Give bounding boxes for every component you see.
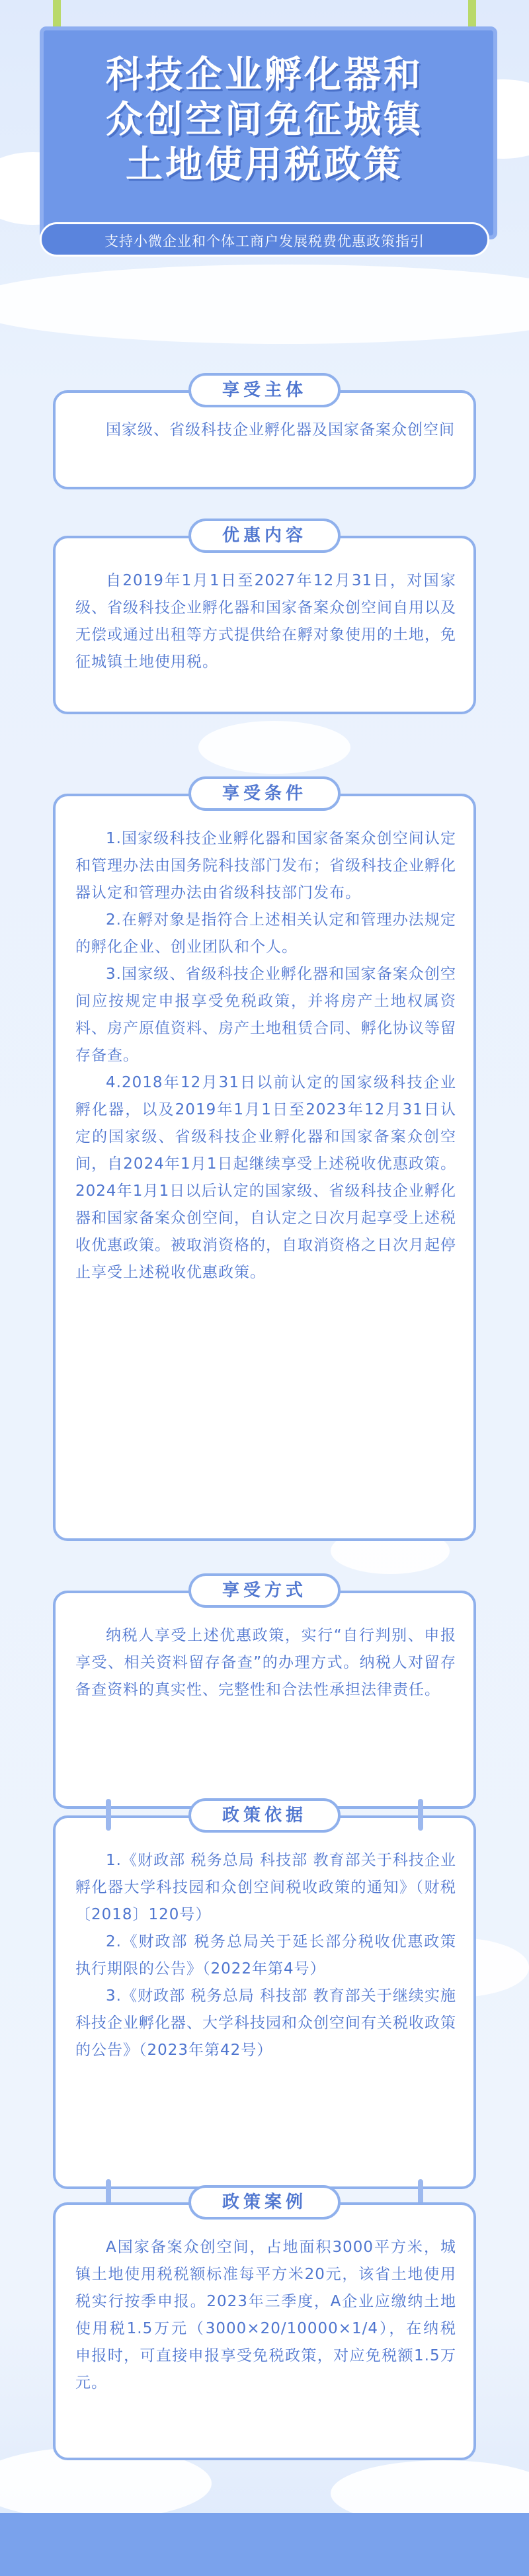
- section-paragraph: 1.《财政部 税务总局 科技部 教育部关于科技企业孵化器大学科技园和众创空间税收政策的通知》（财税〔2018〕120号）: [75, 1852, 456, 1923]
- section-paragraph: 1.国家级科技企业孵化器和国家备案众创空间认定和管理办法由国务院科技部门发布；省级科技企业孵化器认定和管理办法由省级科技部门发布。: [75, 830, 456, 901]
- title-line: 众创空间免征城镇: [106, 99, 423, 142]
- title-line: 土地使用税政策: [126, 144, 403, 187]
- section-paragraph: 纳税人享受上述优惠政策，实行“自行判别、申报享受、相关资料留存备查”的办理方式。纳税人对留存备查资料的真实性、完整性和合法性承担法律责任。: [75, 1627, 456, 1698]
- subtitle-banner: 支持小微企业和个体工商户发展税费优惠政策指引: [40, 222, 489, 257]
- cloud-decoration: [0, 265, 529, 344]
- title-line: 科技企业孵化器和: [106, 54, 423, 97]
- section-heading: 享受主体: [188, 373, 341, 407]
- footer-bar: [0, 2513, 529, 2576]
- section-heading: 优惠内容: [188, 519, 341, 553]
- section-preferential-content: [53, 526, 476, 714]
- page-title: [40, 53, 489, 188]
- section-paragraph: 4.2018年12月31日以前认定的国家级科技企业孵化器，以及2019年1月1日至2023年12月31日认定的国家级、省级科技企业孵化器和国家备案众创空间，自2024年1月1日起继续享受上述税收优惠政策。2024年1月1日以后认定的国家级、省级科技企业孵化器和国家备案众创空间，自认定之日次月起享受上述税收优惠政策。被取消资格的，自取消资格之日次月起停止享受上述税收优惠政策。: [75, 1074, 456, 1281]
- section-conditions: [53, 784, 476, 1541]
- section-paragraph: 2.在孵对象是指符合上述相关认定和管理办法规定的孵化企业、创业团队和个人。: [75, 911, 456, 956]
- section-paragraph: 3.《财政部 税务总局 科技部 教育部关于继续实施科技企业孵化器、大学科技园和众创空间有关税收政策的公告》（2023年第42号）: [75, 1987, 456, 2059]
- section-paragraph: A国家备案众创空间，占地面积3000平方米，城镇土地使用税税额标准每平方米20元，该省土地使用税实行按季申报。2023年三季度，A企业应缴纳土地使用税1.5万元（3000×20/10000×1/4），在纳税申报时，可直接申报享受免税政策，对应免税额1.5万元。: [75, 2239, 456, 2391]
- section-eligible-entities: [53, 380, 476, 489]
- section-heading: 政策案例: [188, 2185, 341, 2220]
- section-heading: 享受方式: [188, 1573, 341, 1608]
- section-paragraph: 2.《财政部 税务总局关于延长部分税收优惠政策执行期限的公告》（2022年第4号）: [75, 1933, 456, 1977]
- connector-stem: [106, 1799, 111, 1831]
- section-policy-basis: [53, 1806, 476, 2189]
- cloud-decoration: [198, 721, 350, 774]
- section-paragraph: 自2019年1月1日至2027年12月31日，对国家级、省级科技企业孵化器和国家备案众创空间自用以及无偿或通过出租等方式提供给在孵对象使用的土地，免征城镇土地使用税。: [75, 572, 456, 671]
- section-heading: 政策依据: [188, 1798, 341, 1833]
- connector-stem: [418, 1799, 423, 1831]
- section-paragraph: 国家级、省级科技企业孵化器及国家备案众创空间: [106, 421, 455, 438]
- section-heading: 享受条件: [188, 776, 341, 811]
- section-paragraph: 3.国家级、省级科技企业孵化器和国家备案众创空间应按规定申报享受免税政策，并将房产土地权属资料、房产原值资料、房产土地租赁合同、孵化协议等留存备查。: [75, 966, 456, 1064]
- section-policy-case: [53, 2192, 476, 2460]
- section-method: [53, 1581, 476, 1809]
